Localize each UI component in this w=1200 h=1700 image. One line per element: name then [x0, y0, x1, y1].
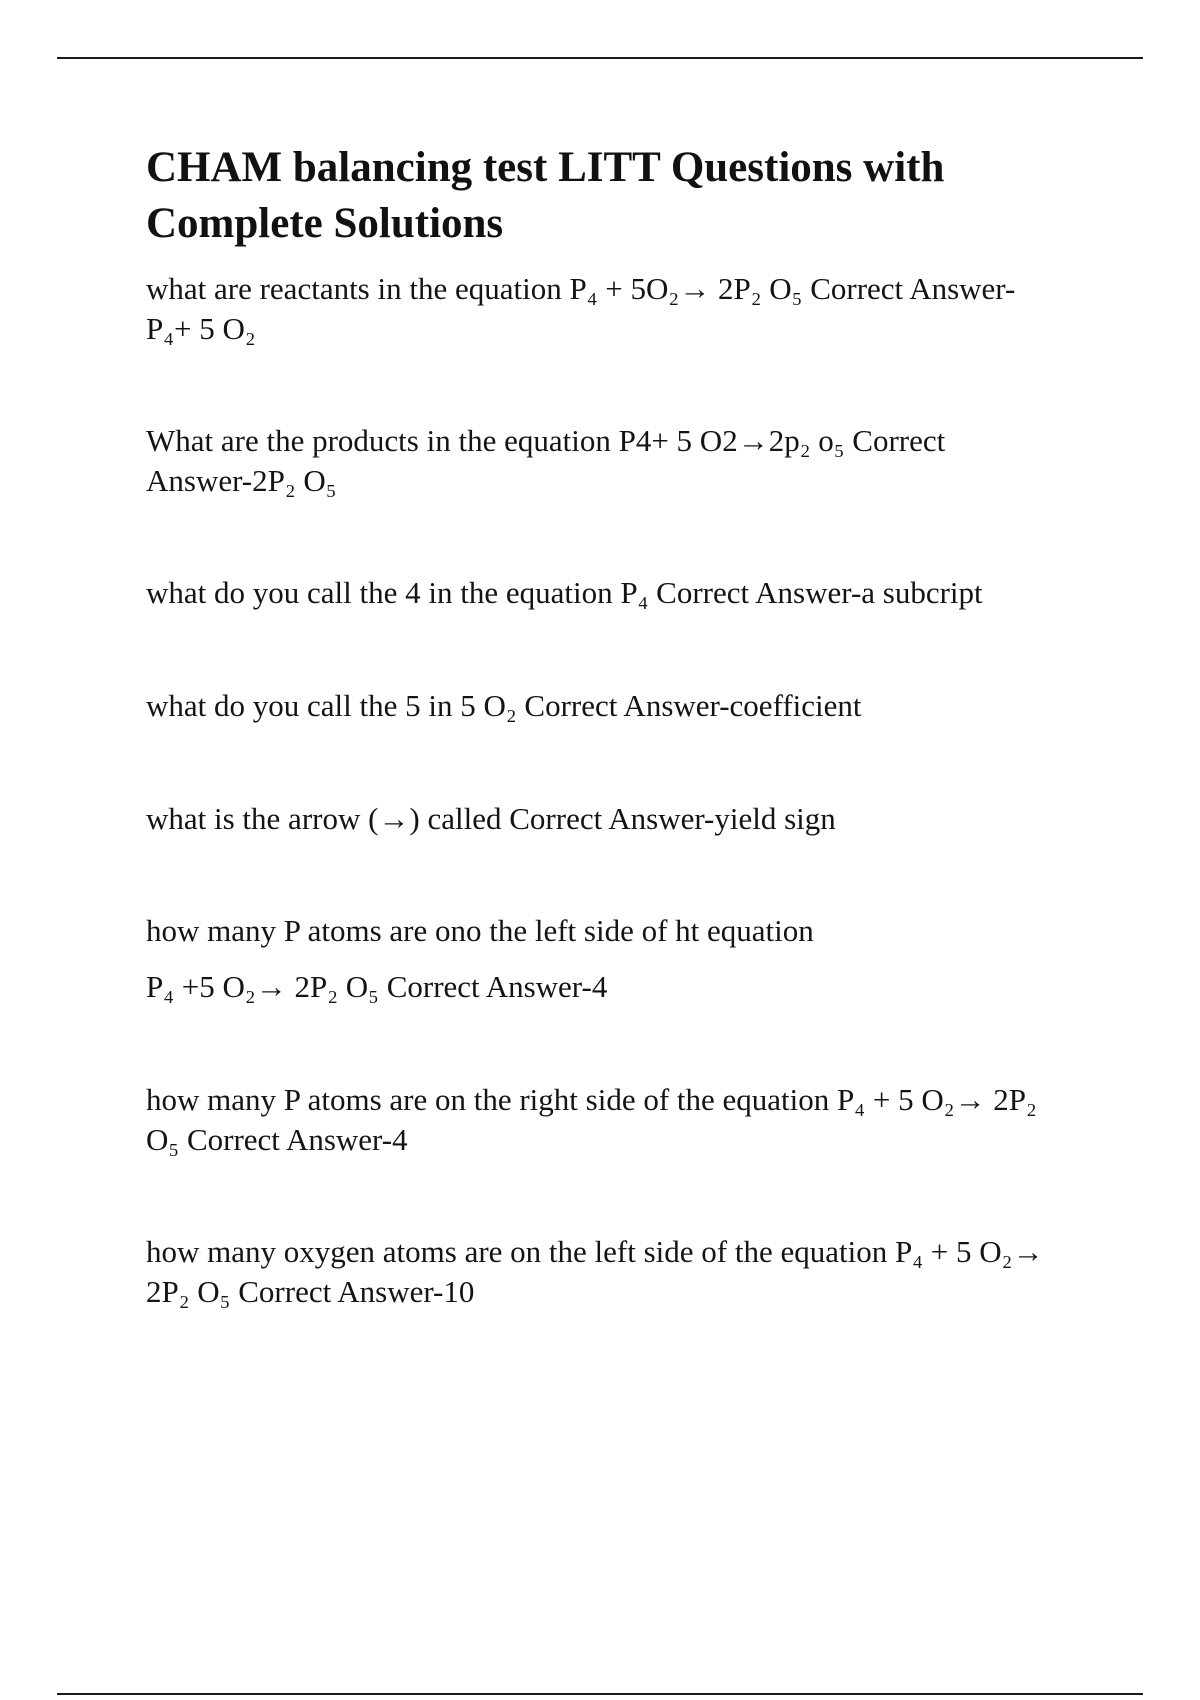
qa-item-7 — [146, 1080, 1096, 1160]
qa-item-1 — [146, 269, 1096, 349]
qa-line: what do you call the 5 in 5 O₂ Correct Answer-coefficient — [146, 688, 862, 723]
qa-item-2 — [146, 421, 1096, 501]
qa-line: 2P₂ O₅ Correct Answer-10 — [146, 1274, 475, 1309]
qa-line: what do you call the 4 in the equation P₄ Correct Answer-a subcript — [146, 575, 983, 610]
qa-line: how many oxygen atoms are on the left side of the equation P₄ + 5 O₂→ — [146, 1234, 1044, 1269]
qa-line: what are reactants in the equation P₄ + 5O₂→ 2P₂ O₅ Correct Answer- — [146, 271, 1016, 306]
qa-item-4 — [146, 686, 1096, 726]
qa-line: what is the arrow (→) called Correct Answer-yield sign — [146, 801, 836, 836]
qa-line: O₅ Correct Answer-4 — [146, 1122, 408, 1157]
qa-line: how many P atoms are ono the left side of ht equation — [146, 913, 814, 948]
footer-rule — [57, 1693, 1143, 1695]
qa-item-6 — [146, 911, 1096, 1007]
qa-item-3 — [146, 573, 1096, 613]
document-title: CHAM balancing test LITT Questions with Complete Solutions — [146, 144, 945, 247]
qa-item-5 — [146, 799, 1096, 839]
qa-line: What are the products in the equation P4+ 5 O2→2p₂ o₅ Correct — [146, 423, 946, 458]
qa-line: Answer-2P₂ O₅ — [146, 463, 337, 498]
document-body — [146, 140, 1096, 1312]
qa-line: P₄+ 5 O₂ — [146, 311, 256, 346]
qa-line: P₄ +5 O₂→ 2P₂ O₅ Correct Answer-4 — [146, 969, 608, 1004]
qa-item-8 — [146, 1232, 1096, 1312]
qa-line: how many P atoms are on the right side of the equation P₄ + 5 O₂→ 2P₂ — [146, 1082, 1037, 1117]
header-rule — [57, 57, 1143, 59]
